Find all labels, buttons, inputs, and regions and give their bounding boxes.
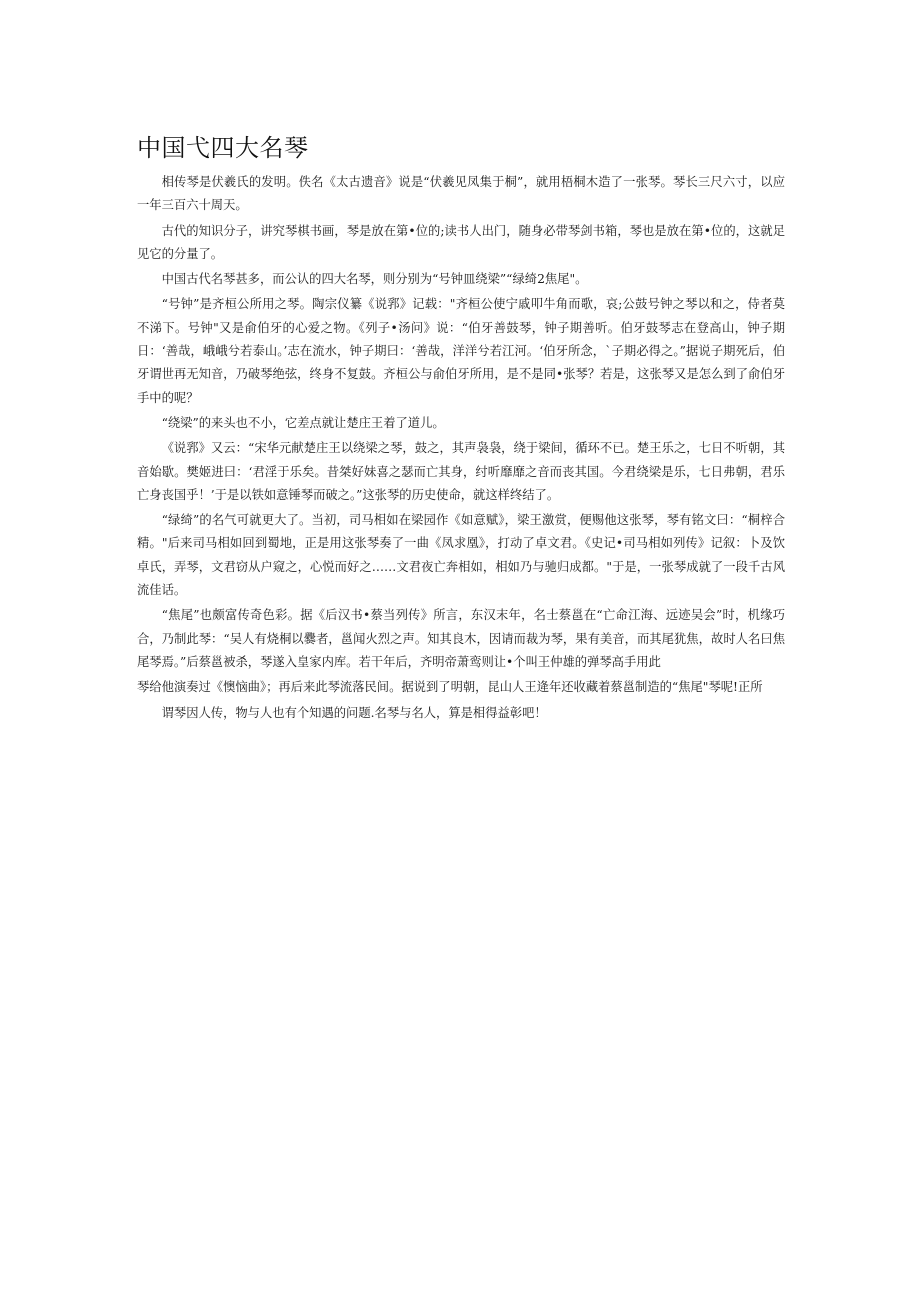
paragraph-conclusion: 谓琴因人传，物与人也有个知遇的问题.名琴与名人，算是相得益彰吧！ — [161, 705, 547, 720]
paragraph-raoliang-intro: “绕梁”的来头也不小，它差点就让楚庄王着了道儿。 — [161, 415, 445, 430]
document-title: 中国弋四大名琴 — [137, 134, 309, 162]
paragraph-jiaowei-continued: 琴给他演奏过《懊恼曲》；再后来此琴流落民间。据说到了明朝，昆山人王逄年还收藏着蔡邕制造的“焦尾"琴呢!正所 — [137, 680, 763, 695]
paragraph-status: 古代的知识分子，讲究琴棋书画，琴是放在第•位的;读书人出门，随身必带琴剑书箱，琴也是放在第•位的，这就足见它的分量了。 — [137, 223, 785, 261]
paragraph-jiaowei: “焦尾”也颇富传奇色彩。据《后汉书•蔡当列传》所言，东汉末年，名士蔡邕在“亡命江海、远迹吴会”时，机缘巧合，乃制此琴：“吴人有烧桐以爨者，邕闻火烈之声。知其良木，因请而裁为琴，果有美音，而其尾犹焦，故时人名曰焦尾琴焉。”后蔡邕被杀，琴遂入皇家内库。若干年后，齐明帝萧鸾则让•个叫王仲雄的弹琴高手用此 — [137, 608, 785, 669]
document-body — [137, 171, 785, 727]
paragraph-four-famous: 中国古代名琴甚多，而公认的四大名琴，则分别为“号钟皿绕梁”“绿绮2焦尾"。 — [161, 272, 588, 287]
paragraph-haozhong: “号钟”是齐桓公所用之琴。陶宗仪纂《说郛》记载："齐桓公使宁戚叩牛角而歌，哀;公鼓号钟之琴以和之，侍者莫不涕下。号钟"又是俞伯牙的心爱之物。《列子•汤问》说：“伯牙善鼓琴，钟子期善听。伯牙鼓琴志在登高山，钟子期日：‘善哉，峨峨兮若泰山。’志在流水，钟子期曰：‘善哉，洋洋兮若江河。‘伯牙所念，`子期必得之。”据说子期死后，伯牙谓世再无知音，乃破琴绝弦，终身不复鼓。齐桓公与俞伯牙所用，是不是同•张琴？若是，这张琴又是怎么到了俞伯牙手中的呢？ — [137, 297, 785, 405]
paragraph-raoliang-story: 《说郛》又云：“宋华元献楚庄王以绕梁之琴，鼓之，其声袅袅，绕于梁间，循环不已。楚王乐之，七日不听朝，其音始歇。樊姬进曰：‘君淫于乐矣。昔桀好妹喜之瑟而亡其身，纣听靡靡之音而丧其国。今君绕梁是乐，七日弗朝，君乐亡身丧国乎！’于是以铁如意锤琴而破之。”这张琴的历史使命，就这样终结了。 — [137, 441, 785, 502]
paragraph-lvqi: “绿绮”的名气可就更大了。当初，司马相如在梁园作《如意赋》，梁王激赏，便赐他这张琴，琴有铭文曰：“桐梓合精。"后来司马相如回到蜀地，正是用这张琴奏了一曲《凤求凰》，打动了卓文君。《史记•司马相如列传》记叙：卜及饮卓氏，弄琴，文君窃从户窥之，心悦而好之……文君夜亡奔相如，相如乃与驰归成都。"于是，一张琴成就了一段千古风流佳话。 — [137, 513, 785, 598]
paragraph-origin: 相传琴是伏羲氏的发明。佚名《太古遗音》说是“伏羲见凤集于桐”，就用梧桐木造了一张琴。琴长三尺六寸，以应一年三百六十周天。 — [137, 175, 785, 213]
